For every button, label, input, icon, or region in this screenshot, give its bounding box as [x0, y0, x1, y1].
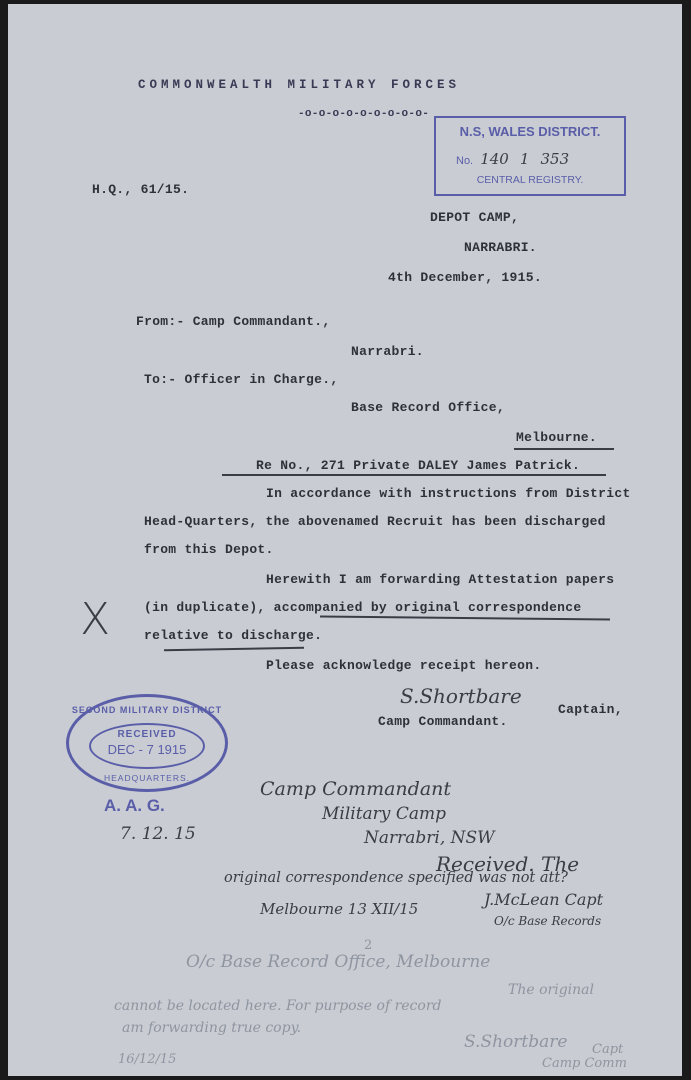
received-stamp-district: SECOND MILITARY DISTRICT — [71, 705, 223, 715]
underline-melbourne — [514, 448, 614, 450]
hw-signer: J.McLean Capt — [484, 890, 604, 909]
signature: S.Shortbare — [400, 684, 522, 708]
letterhead-title: COMMONWEALTH MILITARY FORCES — [138, 78, 461, 92]
faint-note-line4: am forwarding true copy. — [122, 1020, 302, 1036]
underline-subject — [222, 474, 606, 476]
from-line2: Narrabri. — [351, 344, 424, 359]
registry-no-part1: 140 — [480, 150, 509, 168]
signer-rank: Captain, — [558, 702, 623, 717]
letterhead-ornament: -o-o-o-o-o-o-o-o-o- — [298, 108, 430, 120]
handwritten-date: 7. 12. 15 — [120, 824, 196, 844]
hw-received-note: Received. The — [436, 852, 580, 876]
hw-place-date: Melbourne 13 XII/15 — [260, 900, 419, 918]
address-line2: NARRABRI. — [464, 240, 537, 255]
registry-label: CENTRAL REGISTRY. — [476, 174, 584, 186]
body2-line1: Herewith I am forwarding Attestation papers — [266, 572, 615, 587]
body1-line2: Head-Quarters, the abovenamed Recruit has been discharged — [144, 514, 606, 529]
faint-note-line2: The original — [508, 982, 594, 998]
document-page — [8, 4, 682, 1076]
hw-marker: 2 — [364, 938, 373, 953]
faint-title: Camp Comm — [542, 1056, 627, 1071]
body3: Please acknowledge receipt hereon. — [266, 658, 542, 673]
hw-address-line3: Narrabri, NSW — [364, 828, 495, 848]
faint-note-line1: O/c Base Record Office, Melbourne — [186, 952, 491, 972]
registry-district: N.S, WALES DISTRICT. — [459, 124, 601, 139]
faint-rank: Capt — [592, 1042, 624, 1057]
hq-reference: H.Q., 61/15. — [92, 182, 190, 197]
underline-correspondence — [320, 615, 610, 620]
hw-address-line1: Camp Commandant — [260, 778, 452, 800]
registry-number — [456, 150, 573, 168]
aag-stamp: A. A. G. — [104, 796, 165, 815]
body2-line2: (in duplicate), accompanied by original correspondence — [144, 600, 582, 615]
faint-signature: S.Shortbare — [464, 1032, 568, 1052]
to-line3: Melbourne. — [516, 430, 598, 445]
letter-date: 4th December, 1915. — [388, 270, 542, 285]
from-line1: From:- Camp Commandant., — [136, 314, 331, 329]
registry-no-label: No. — [456, 155, 474, 167]
body2-line3: relative to discharge. — [144, 628, 323, 643]
body1-line1: In accordance with instructions from District — [266, 486, 631, 501]
received-stamp — [66, 694, 228, 792]
cross-mark: X — [80, 594, 111, 645]
hw-signer-title: O/c Base Records — [494, 914, 602, 928]
hw-note-line2: original correspondence specified was not att? — [224, 870, 568, 886]
body1-line3: from this Depot. — [144, 542, 274, 557]
underline-discharge — [164, 647, 304, 651]
to-line2: Base Record Office, — [351, 400, 505, 415]
faint-date: 16/12/15 — [118, 1052, 177, 1067]
to-line1: To:- Officer in Charge., — [144, 372, 339, 387]
registry-no-part3: 353 — [540, 150, 570, 168]
received-stamp-label: RECEIVED — [117, 729, 177, 740]
signer-title: Camp Commandant. — [378, 714, 508, 729]
received-stamp-date: DEC - 7 1915 — [107, 742, 187, 757]
hw-address-line2: Military Camp — [322, 804, 446, 824]
registry-stamp — [434, 116, 626, 196]
registry-no-part2: 1 — [519, 150, 530, 168]
subject-line: Re No., 271 Private DALEY James Patrick. — [256, 458, 581, 473]
received-stamp-hq: HEADQUARTERS. — [103, 773, 191, 783]
faint-note-line3: cannot be located here. For purpose of record — [114, 998, 442, 1014]
address-line1: DEPOT CAMP, — [430, 210, 520, 225]
